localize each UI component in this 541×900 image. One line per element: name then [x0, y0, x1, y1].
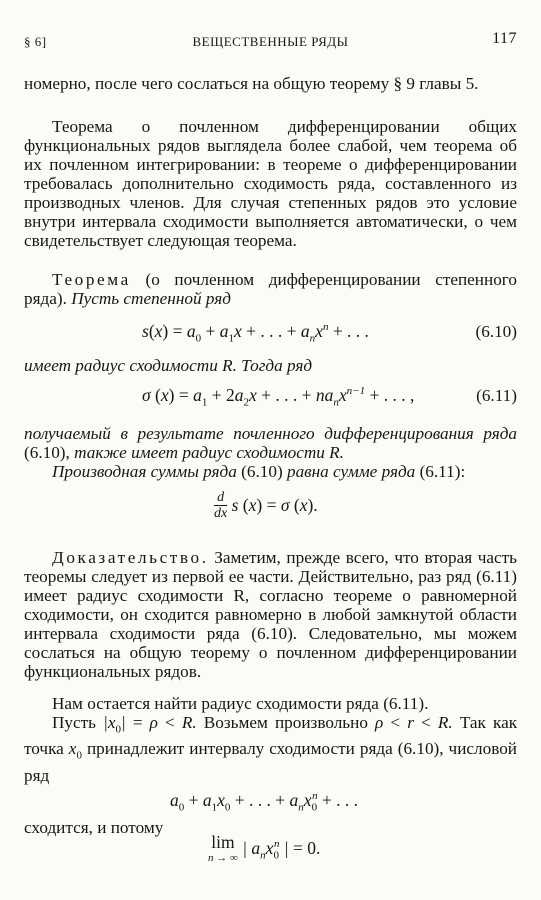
- proof-label: Доказательство.: [52, 548, 209, 567]
- paragraph-converges: сходится, и потому: [24, 818, 164, 837]
- paragraph-proof-step: Пусть $|x_0| = \rho < R$. Возьмем произвольно ρ < r < R. Так как точка $x_0$ принадлежит интервалу сходимости ряда (6.10), числовой ряд: [24, 713, 518, 785]
- running-title: ВЕЩЕСТВЕННЫЕ РЯДЫ: [192, 34, 349, 49]
- theorem-condition: имеет радиус сходимости R. Тогда ряд: [24, 356, 313, 375]
- limit-equation: lim n → ∞ | $a_nx_0^n$ | = 0.: [208, 832, 321, 864]
- paragraph-intro: Теорема о почленном дифференцировании общих функциональных рядов выглядела более слабой, чем теорема об их почленном интегрировании: в теореме о дифференцировании требовалась дополнительно сходимость ряда, составленного из производных членов. Для случая степенных рядов это условие внутри интервала сходимости выполняется автоматически, о чем свидетельствует следующая теорема.: [24, 117, 517, 250]
- running-header: [24, 30, 517, 52]
- theorem-title: (о почленном дифференцировании степенного ряда).: [24, 270, 518, 308]
- theorem-text: Пусть степенной ряд: [71, 289, 231, 308]
- numeric-series: $a_0 + a_1x_0$ + . . . + $a_nx_0^n$ + . . .: [170, 790, 359, 814]
- theorem-conclusion: получаемый в результате почленного дифференцирования ряда (6.10), также имеет радиус сходимости R.: [24, 424, 517, 462]
- section-ref: § 6]: [24, 34, 47, 49]
- theorem-derivative: Производная суммы ряда (6.10) равна сумме ряда (6.11):: [52, 462, 466, 481]
- equation-number: (6.11): [476, 386, 517, 405]
- equation-6-10: $s(x) = a_0 + a_1x$ + . . . + $a_nx^n$ + . . .: [142, 321, 369, 345]
- paragraph-continuation: номерно, после чего сослаться на общую теорему § 9 главы 5.: [24, 74, 479, 93]
- theorem-statement: [24, 270, 517, 308]
- proof-paragraph: Доказательство. Заметим, прежде всего, что вторая часть теоремы следует из первой ее части. Действительно, раз ряд (6.11) имеет радиус сходимости R, согласно теореме о равномерной сходимости, он сходится равномерно в любой замкнутой области интервала сходимости ряда (6.10). Следовательно, мы можем сослаться на общую теорему о почленном дифференцировании функциональных рядов.: [24, 548, 517, 681]
- page-number: 117: [492, 30, 517, 47]
- equation-6-11: σ $(x) = a_1 + 2a_2x$ + . . . + $na_nx^{n-1}$ + . . . ,: [142, 385, 415, 409]
- paragraph-radius: Нам остается найти радиус сходимости ряда (6.11).: [52, 694, 429, 713]
- derivative-equation: $\frac{d}{dx}$ s (x) = σ (x).: [214, 490, 318, 521]
- theorem-label: Теорема: [52, 270, 131, 289]
- equation-number: (6.10): [475, 322, 517, 341]
